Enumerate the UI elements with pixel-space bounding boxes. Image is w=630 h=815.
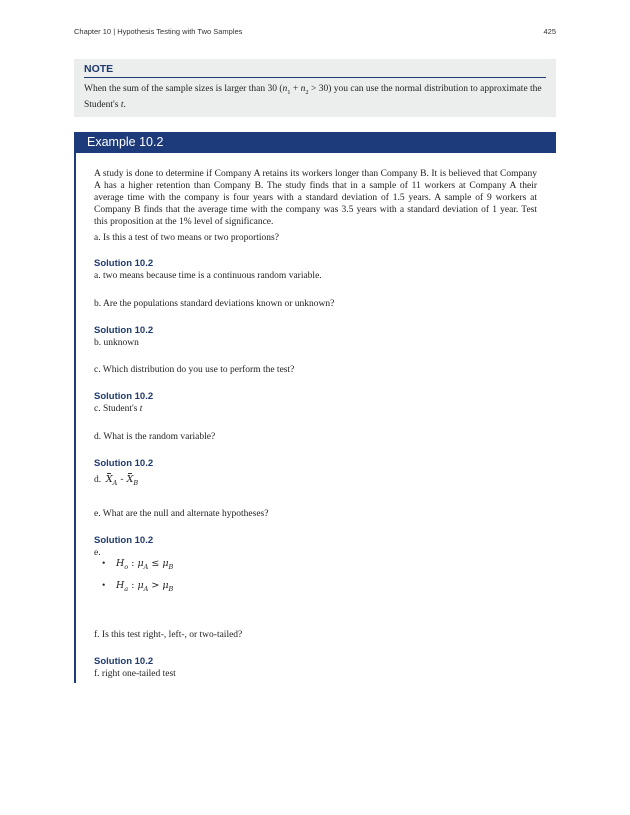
h0-h: H [116, 558, 125, 569]
note-box [74, 59, 556, 117]
rv-minus: - [117, 474, 127, 485]
ha-mu-a-sub: A [143, 584, 149, 593]
random-variable [106, 474, 138, 485]
page-number: 425 [543, 27, 556, 36]
question-f: f. Is this test right-, left-, or two-tailed? [94, 630, 243, 640]
answer-d [94, 474, 537, 489]
rv-sub-a: A [112, 478, 118, 487]
answer-a: a. two means because time is a continuous random variable. [94, 271, 322, 281]
note-n2: n [300, 84, 306, 94]
note-n1: n [282, 84, 288, 94]
question-d: d. What is the random variable? [94, 432, 216, 442]
ha-mu-b-sub: B [168, 584, 174, 593]
question-e: e. What are the null and alternate hypotheses? [94, 509, 269, 519]
example-header [74, 132, 556, 153]
xbar-a: X [105, 474, 113, 485]
solution-label-d: Solution 10.2 [94, 458, 154, 469]
question-b: b. Are the populations standard deviations known or unknown? [94, 299, 335, 309]
question-c: c. Which distribution do you use to perform the test? [94, 365, 295, 375]
h0-mu-b: μ [162, 558, 169, 569]
h0-sub: o [124, 562, 129, 571]
h0-mu-a: μ [137, 558, 144, 569]
ha-sub: a [124, 584, 129, 593]
bullet: • [102, 559, 106, 569]
answer-b: b. unknown [94, 338, 139, 348]
ha-mu-a: μ [137, 580, 144, 591]
note-title: NOTE [84, 63, 546, 78]
solution-label-b: Solution 10.2 [94, 325, 154, 336]
example-intro: A study is done to determine if Company A retains its workers longer than Company B. It is believed that Company A has a higher retention than Company B. The study finds that in a sample of 11 workers at Company A their average time with the company is four years with a standard deviation of 1.5 years. A sample of 9 workers at Company B finds that the average time with the company was 3.5 years with a standard deviation of 1 year. Test this proposition at the 1% level of significance. [94, 169, 537, 227]
note-text [84, 83, 546, 112]
example-left-rule [74, 132, 76, 683]
h0-operator: ≤ [148, 558, 163, 569]
ha-colon: : [128, 580, 138, 591]
note-text-part: When the sum of the sample sizes is larger than 30 ( [84, 84, 283, 94]
h0-colon: : [128, 558, 138, 569]
note-period: . [123, 100, 126, 111]
chapter-title: Chapter 10 | Hypothesis Testing with Two Samples [74, 27, 243, 36]
question-a: a. Is this a test of two means or two proportions? [94, 233, 279, 243]
answer-f: f. right one-tailed test [94, 669, 176, 679]
answer-c-t: t [139, 404, 143, 414]
bullet: • [102, 581, 106, 591]
null-hypothesis [102, 558, 173, 571]
note-t: t [120, 100, 124, 111]
solution-label-e: Solution 10.2 [94, 535, 154, 546]
answer-c [94, 403, 537, 415]
note-n1-sub: 1 [287, 88, 291, 96]
answer-c-text: c. Student's [94, 404, 140, 414]
h0-mu-a-sub: A [143, 562, 149, 571]
answer-d-prefix: d. [94, 475, 102, 485]
solution-label-c: Solution 10.2 [94, 391, 154, 402]
note-plus: + [290, 84, 301, 94]
rv-sub-b: B [133, 478, 139, 487]
note-text-part: > 30) you can use the normal distribution to approximate the Student's [84, 84, 542, 111]
answer-e: e. [94, 548, 101, 558]
example-title: Example 10.2 [87, 135, 164, 149]
solution-label-a: Solution 10.2 [94, 258, 154, 269]
note-n2-sub: 2 [305, 88, 309, 96]
solution-label-f: Solution 10.2 [94, 656, 154, 667]
h0-mu-b-sub: B [168, 562, 174, 571]
ha-h: H [116, 580, 125, 591]
alternate-hypothesis [102, 580, 173, 593]
ha-operator: > [148, 580, 163, 591]
xbar-b: X [126, 474, 134, 485]
ha-mu-b: μ [162, 580, 169, 591]
